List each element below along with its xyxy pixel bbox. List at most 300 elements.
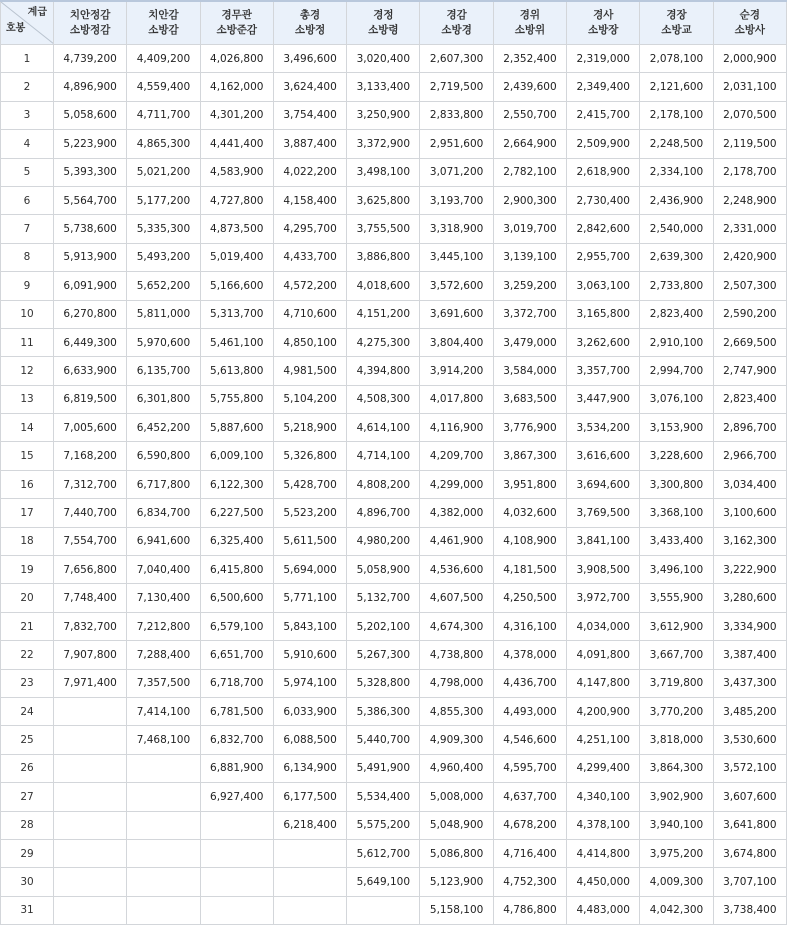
salary-cell: 5,123,900 — [420, 868, 493, 896]
salary-cell: 5,440,700 — [347, 726, 420, 754]
salary-cell: 5,393,300 — [54, 158, 127, 186]
rank-header-line2: 소방사 — [734, 24, 766, 36]
salary-cell: 6,218,400 — [273, 811, 346, 839]
salary-cell: 2,439,600 — [493, 73, 566, 101]
salary-cell: 7,168,200 — [54, 442, 127, 470]
rank-header-line2: 소방교 — [661, 24, 692, 36]
salary-cell: 3,887,400 — [273, 130, 346, 158]
salary-cell: 5,755,800 — [200, 385, 273, 413]
salary-cell: 3,445,100 — [420, 243, 493, 271]
table-row — [1, 215, 787, 243]
salary-cell: 4,752,300 — [493, 868, 566, 896]
salary-cell: 5,166,600 — [200, 272, 273, 300]
salary-cell: 6,135,700 — [127, 357, 200, 385]
salary-cell: 7,440,700 — [54, 499, 127, 527]
salary-cell: 3,193,700 — [420, 186, 493, 214]
salary-cell: 4,299,000 — [420, 470, 493, 498]
table-row — [1, 839, 787, 867]
salary-cell: 4,394,800 — [347, 357, 420, 385]
table-row — [1, 73, 787, 101]
salary-cell: 3,555,900 — [640, 584, 713, 612]
salary-cell: 4,250,500 — [493, 584, 566, 612]
salary-cell: 2,910,100 — [640, 328, 713, 356]
rank-header-6 — [420, 1, 493, 45]
rank-header-line2: 소방정감 — [69, 24, 111, 36]
salary-cell: 3,902,900 — [640, 783, 713, 811]
salary-cell: 2,842,600 — [567, 215, 640, 243]
salary-cell: 6,033,900 — [273, 697, 346, 725]
salary-cell: 6,781,500 — [200, 697, 273, 725]
salary-cell: 3,755,500 — [347, 215, 420, 243]
rank-header-line1: 경사 — [593, 9, 614, 21]
salary-cell: 2,550,700 — [493, 101, 566, 129]
salary-cell: 2,507,300 — [713, 272, 786, 300]
step-cell: 19 — [1, 556, 54, 584]
step-cell: 20 — [1, 584, 54, 612]
rank-header-line2: 소방감 — [148, 24, 179, 36]
salary-cell: 2,415,700 — [567, 101, 640, 129]
salary-cell: 3,357,700 — [567, 357, 640, 385]
salary-cell: 2,823,400 — [640, 300, 713, 328]
salary-cell: 3,300,800 — [640, 470, 713, 498]
salary-cell: 5,132,700 — [347, 584, 420, 612]
salary-cell: 4,786,800 — [493, 896, 566, 924]
table-row — [1, 300, 787, 328]
salary-cell: 3,387,400 — [713, 641, 786, 669]
salary-cell: 4,674,300 — [420, 612, 493, 640]
salary-cell: 3,165,800 — [567, 300, 640, 328]
salary-cell: 3,804,400 — [420, 328, 493, 356]
salary-cell: 4,461,900 — [420, 527, 493, 555]
salary-cell: 3,447,900 — [567, 385, 640, 413]
step-cell: 15 — [1, 442, 54, 470]
table-row — [1, 527, 787, 555]
salary-cell: 4,896,700 — [347, 499, 420, 527]
salary-cell: 4,209,700 — [420, 442, 493, 470]
step-cell: 5 — [1, 158, 54, 186]
salary-cell: 6,941,600 — [127, 527, 200, 555]
salary-cell: 2,590,200 — [713, 300, 786, 328]
step-cell: 14 — [1, 414, 54, 442]
salary-cell: 2,639,300 — [640, 243, 713, 271]
salary-cell — [200, 811, 273, 839]
salary-cell — [127, 839, 200, 867]
salary-cell: 2,747,900 — [713, 357, 786, 385]
salary-cell: 2,823,400 — [713, 385, 786, 413]
salary-cell: 2,352,400 — [493, 45, 566, 73]
salary-cell: 3,572,600 — [420, 272, 493, 300]
salary-cell: 4,739,200 — [54, 45, 127, 73]
rank-header-1 — [54, 1, 127, 45]
salary-cell: 3,228,600 — [640, 442, 713, 470]
salary-cell: 3,133,400 — [347, 73, 420, 101]
salary-cell: 6,449,300 — [54, 328, 127, 356]
salary-cell: 4,450,000 — [567, 868, 640, 896]
salary-cell: 5,534,400 — [347, 783, 420, 811]
salary-cell: 3,738,400 — [713, 896, 786, 924]
table-row — [1, 669, 787, 697]
step-cell: 25 — [1, 726, 54, 754]
step-cell: 9 — [1, 272, 54, 300]
table-row — [1, 186, 787, 214]
step-cell: 12 — [1, 357, 54, 385]
table-row — [1, 243, 787, 271]
salary-cell: 3,683,500 — [493, 385, 566, 413]
salary-cell: 6,834,700 — [127, 499, 200, 527]
step-cell: 1 — [1, 45, 54, 73]
salary-cell: 4,678,200 — [493, 811, 566, 839]
salary-cell: 4,727,800 — [200, 186, 273, 214]
salary-cell: 4,536,600 — [420, 556, 493, 584]
salary-cell: 2,248,500 — [640, 130, 713, 158]
rank-header-line1: 치안정감 — [69, 9, 111, 21]
salary-cell: 4,850,100 — [273, 328, 346, 356]
table-row — [1, 101, 787, 129]
salary-cell: 4,436,700 — [493, 669, 566, 697]
corner-header-cell — [1, 1, 54, 45]
salary-cell: 4,493,000 — [493, 697, 566, 725]
rank-header-line2: 소방정 — [294, 24, 326, 36]
salary-cell: 5,158,100 — [420, 896, 493, 924]
salary-cell: 5,086,800 — [420, 839, 493, 867]
salary-cell: 5,202,100 — [347, 612, 420, 640]
salary-cell — [54, 697, 127, 725]
salary-cell: 2,719,500 — [420, 73, 493, 101]
step-cell: 2 — [1, 73, 54, 101]
salary-cell: 5,386,300 — [347, 697, 420, 725]
salary-cell: 2,782,100 — [493, 158, 566, 186]
salary-cell: 4,896,900 — [54, 73, 127, 101]
salary-cell: 5,694,000 — [273, 556, 346, 584]
table-row — [1, 272, 787, 300]
salary-cell: 2,966,700 — [713, 442, 786, 470]
salary-cell: 3,818,000 — [640, 726, 713, 754]
salary-cell: 7,357,500 — [127, 669, 200, 697]
table-row — [1, 612, 787, 640]
rank-header-7 — [493, 1, 566, 45]
salary-cell: 6,091,900 — [54, 272, 127, 300]
salary-cell: 2,078,100 — [640, 45, 713, 73]
salary-cell: 4,483,000 — [567, 896, 640, 924]
salary-cell: 4,873,500 — [200, 215, 273, 243]
salary-cell: 4,595,700 — [493, 754, 566, 782]
salary-cell: 3,222,900 — [713, 556, 786, 584]
salary-cell — [54, 726, 127, 754]
table-row — [1, 442, 787, 470]
table-row — [1, 868, 787, 896]
salary-cell — [54, 896, 127, 924]
table-header-row — [1, 1, 787, 45]
table-row — [1, 896, 787, 924]
salary-cell: 3,707,100 — [713, 868, 786, 896]
salary-cell: 5,913,900 — [54, 243, 127, 271]
salary-cell: 3,162,300 — [713, 527, 786, 555]
salary-cell: 2,000,900 — [713, 45, 786, 73]
step-cell: 30 — [1, 868, 54, 896]
table-row — [1, 385, 787, 413]
salary-cell: 3,076,100 — [640, 385, 713, 413]
salary-cell: 2,334,100 — [640, 158, 713, 186]
salary-cell: 5,328,800 — [347, 669, 420, 697]
salary-cell: 4,200,900 — [567, 697, 640, 725]
salary-cell: 5,611,500 — [273, 527, 346, 555]
rank-header-line1: 치안감 — [148, 9, 179, 21]
salary-cell: 4,147,800 — [567, 669, 640, 697]
salary-cell: 5,267,300 — [347, 641, 420, 669]
rank-header-line1: 경위 — [519, 9, 541, 21]
step-cell: 18 — [1, 527, 54, 555]
salary-cell: 3,530,600 — [713, 726, 786, 754]
salary-cell: 4,711,700 — [127, 101, 200, 129]
salary-cell: 7,288,400 — [127, 641, 200, 669]
salary-cell: 2,070,500 — [713, 101, 786, 129]
salary-cell: 4,710,600 — [273, 300, 346, 328]
salary-cell: 3,754,400 — [273, 101, 346, 129]
salary-cell: 3,864,300 — [640, 754, 713, 782]
rank-header-4 — [273, 1, 346, 45]
salary-cell: 4,981,500 — [273, 357, 346, 385]
salary-cell: 2,319,000 — [567, 45, 640, 73]
salary-cell: 3,100,600 — [713, 499, 786, 527]
salary-cell: 6,590,800 — [127, 442, 200, 470]
salary-cell: 4,116,900 — [420, 414, 493, 442]
salary-cell: 4,378,000 — [493, 641, 566, 669]
salary-cell: 6,270,800 — [54, 300, 127, 328]
salary-cell: 5,910,600 — [273, 641, 346, 669]
salary-cell: 4,251,100 — [567, 726, 640, 754]
salary-cell — [127, 811, 200, 839]
salary-cell — [200, 839, 273, 867]
salary-cell: 5,523,200 — [273, 499, 346, 527]
salary-cell: 4,508,300 — [347, 385, 420, 413]
table-row — [1, 697, 787, 725]
table-row — [1, 641, 787, 669]
salary-cell: 6,325,400 — [200, 527, 273, 555]
salary-cell: 2,178,100 — [640, 101, 713, 129]
step-cell: 6 — [1, 186, 54, 214]
step-cell: 27 — [1, 783, 54, 811]
salary-cell: 7,468,100 — [127, 726, 200, 754]
salary-cell: 4,414,800 — [567, 839, 640, 867]
step-cell: 11 — [1, 328, 54, 356]
rank-header-line2: 소방경 — [441, 24, 472, 36]
salary-cell: 5,887,600 — [200, 414, 273, 442]
salary-cell: 4,162,000 — [200, 73, 273, 101]
step-cell: 28 — [1, 811, 54, 839]
salary-cell: 3,694,600 — [567, 470, 640, 498]
salary-cell: 3,020,400 — [347, 45, 420, 73]
table-row — [1, 584, 787, 612]
salary-cell: 4,018,600 — [347, 272, 420, 300]
salary-cell: 2,900,300 — [493, 186, 566, 214]
step-cell: 10 — [1, 300, 54, 328]
salary-cell: 4,798,000 — [420, 669, 493, 697]
salary-cell: 4,614,100 — [347, 414, 420, 442]
salary-cell: 2,664,900 — [493, 130, 566, 158]
salary-cell: 3,433,400 — [640, 527, 713, 555]
salary-cell: 5,649,100 — [347, 868, 420, 896]
salary-cell: 3,641,800 — [713, 811, 786, 839]
salary-cell: 2,031,100 — [713, 73, 786, 101]
salary-cell: 5,970,600 — [127, 328, 200, 356]
rank-header-line1: 경장 — [666, 9, 687, 21]
rank-header-5 — [347, 1, 420, 45]
salary-cell: 2,420,900 — [713, 243, 786, 271]
table-row — [1, 158, 787, 186]
salary-cell — [54, 811, 127, 839]
salary-cell: 6,500,600 — [200, 584, 273, 612]
table-row — [1, 499, 787, 527]
salary-cell: 6,819,500 — [54, 385, 127, 413]
salary-cell — [200, 896, 273, 924]
salary-cell: 4,382,000 — [420, 499, 493, 527]
salary-cell: 4,108,900 — [493, 527, 566, 555]
rank-header-line1: 경정 — [373, 9, 394, 21]
salary-cell — [273, 839, 346, 867]
salary-cell: 5,493,200 — [127, 243, 200, 271]
salary-cell: 6,881,900 — [200, 754, 273, 782]
salary-cell: 4,340,100 — [567, 783, 640, 811]
salary-cell: 4,151,200 — [347, 300, 420, 328]
salary-cell: 2,607,300 — [420, 45, 493, 73]
table-row — [1, 328, 787, 356]
salary-cell: 3,572,100 — [713, 754, 786, 782]
salary-cell: 3,951,800 — [493, 470, 566, 498]
salary-cell: 5,223,900 — [54, 130, 127, 158]
salary-cell: 3,940,100 — [640, 811, 713, 839]
salary-cell: 3,584,000 — [493, 357, 566, 385]
salary-cell: 3,496,600 — [273, 45, 346, 73]
salary-cell: 2,331,000 — [713, 215, 786, 243]
salary-cell: 3,498,100 — [347, 158, 420, 186]
salary-cell: 4,378,100 — [567, 811, 640, 839]
salary-cell: 4,738,800 — [420, 641, 493, 669]
salary-cell: 3,153,900 — [640, 414, 713, 442]
salary-cell: 6,227,500 — [200, 499, 273, 527]
salary-cell: 4,181,500 — [493, 556, 566, 584]
salary-cell: 7,040,400 — [127, 556, 200, 584]
salary-cell: 7,554,700 — [54, 527, 127, 555]
salary-cell: 4,299,400 — [567, 754, 640, 782]
salary-cell: 5,564,700 — [54, 186, 127, 214]
salary-cell: 5,058,600 — [54, 101, 127, 129]
salary-cell: 2,730,400 — [567, 186, 640, 214]
salary-cell: 3,975,200 — [640, 839, 713, 867]
salary-cell: 6,177,500 — [273, 783, 346, 811]
salary-cell: 4,042,300 — [640, 896, 713, 924]
salary-cell: 3,071,200 — [420, 158, 493, 186]
salary-cell: 4,091,800 — [567, 641, 640, 669]
salary-cell: 2,669,500 — [713, 328, 786, 356]
salary-cell: 7,212,800 — [127, 612, 200, 640]
salary-cell: 3,479,000 — [493, 328, 566, 356]
grade-axis-label: 계급 — [27, 7, 47, 18]
salary-cell: 6,717,800 — [127, 470, 200, 498]
salary-cell: 4,865,300 — [127, 130, 200, 158]
salary-cell: 4,855,300 — [420, 697, 493, 725]
salary-cell: 6,927,400 — [200, 783, 273, 811]
salary-cell — [127, 783, 200, 811]
salary-cell: 3,259,200 — [493, 272, 566, 300]
salary-cell: 7,907,800 — [54, 641, 127, 669]
salary-cell: 4,607,500 — [420, 584, 493, 612]
salary-cell: 7,971,400 — [54, 669, 127, 697]
salary-cell: 5,613,800 — [200, 357, 273, 385]
salary-cell — [273, 896, 346, 924]
rank-header-line2: 소방위 — [514, 24, 546, 36]
salary-cell: 6,718,700 — [200, 669, 273, 697]
salary-cell: 4,032,600 — [493, 499, 566, 527]
table-row — [1, 470, 787, 498]
salary-cell: 5,058,900 — [347, 556, 420, 584]
salary-cell: 5,104,200 — [273, 385, 346, 413]
step-cell: 17 — [1, 499, 54, 527]
salary-cell: 5,313,700 — [200, 300, 273, 328]
salary-cell: 5,771,100 — [273, 584, 346, 612]
salary-cell: 3,769,500 — [567, 499, 640, 527]
salary-cell: 7,748,400 — [54, 584, 127, 612]
salary-cell: 3,063,100 — [567, 272, 640, 300]
table-row — [1, 556, 787, 584]
step-cell: 3 — [1, 101, 54, 129]
salary-cell: 3,616,600 — [567, 442, 640, 470]
salary-cell: 7,005,600 — [54, 414, 127, 442]
salary-cell: 3,437,300 — [713, 669, 786, 697]
salary-cell: 4,009,300 — [640, 868, 713, 896]
salary-cell: 6,134,900 — [273, 754, 346, 782]
salary-cell: 5,177,200 — [127, 186, 200, 214]
rank-header-9 — [640, 1, 713, 45]
salary-cell: 3,972,700 — [567, 584, 640, 612]
salary-cell: 6,088,500 — [273, 726, 346, 754]
salary-cell: 5,019,400 — [200, 243, 273, 271]
rank-header-10 — [713, 1, 786, 45]
salary-cell — [54, 783, 127, 811]
salary-cell: 4,275,300 — [347, 328, 420, 356]
salary-cell: 7,414,100 — [127, 697, 200, 725]
step-cell: 22 — [1, 641, 54, 669]
salary-cell: 2,178,700 — [713, 158, 786, 186]
salary-cell: 3,841,100 — [567, 527, 640, 555]
rank-header-2 — [127, 1, 200, 45]
salary-cell: 2,349,400 — [567, 73, 640, 101]
salary-cell: 7,832,700 — [54, 612, 127, 640]
salary-cell: 2,896,700 — [713, 414, 786, 442]
rank-header-line2: 소방령 — [368, 24, 399, 36]
table-row — [1, 754, 787, 782]
salary-cell: 2,994,700 — [640, 357, 713, 385]
step-cell: 29 — [1, 839, 54, 867]
salary-cell: 3,262,600 — [567, 328, 640, 356]
salary-cell: 2,733,800 — [640, 272, 713, 300]
salary-cell: 2,951,600 — [420, 130, 493, 158]
salary-cell: 4,409,200 — [127, 45, 200, 73]
salary-cell: 5,335,300 — [127, 215, 200, 243]
table-row — [1, 811, 787, 839]
salary-cell: 3,372,700 — [493, 300, 566, 328]
salary-cell: 5,428,700 — [273, 470, 346, 498]
salary-cell: 7,130,400 — [127, 584, 200, 612]
salary-cell: 3,691,600 — [420, 300, 493, 328]
rank-header-line2: 소방준감 — [216, 24, 258, 36]
salary-cell: 6,122,300 — [200, 470, 273, 498]
salary-cell: 4,546,600 — [493, 726, 566, 754]
salary-cell: 4,714,100 — [347, 442, 420, 470]
salary-cell: 4,026,800 — [200, 45, 273, 73]
step-cell: 23 — [1, 669, 54, 697]
salary-cell: 6,832,700 — [200, 726, 273, 754]
salary-cell: 2,119,500 — [713, 130, 786, 158]
